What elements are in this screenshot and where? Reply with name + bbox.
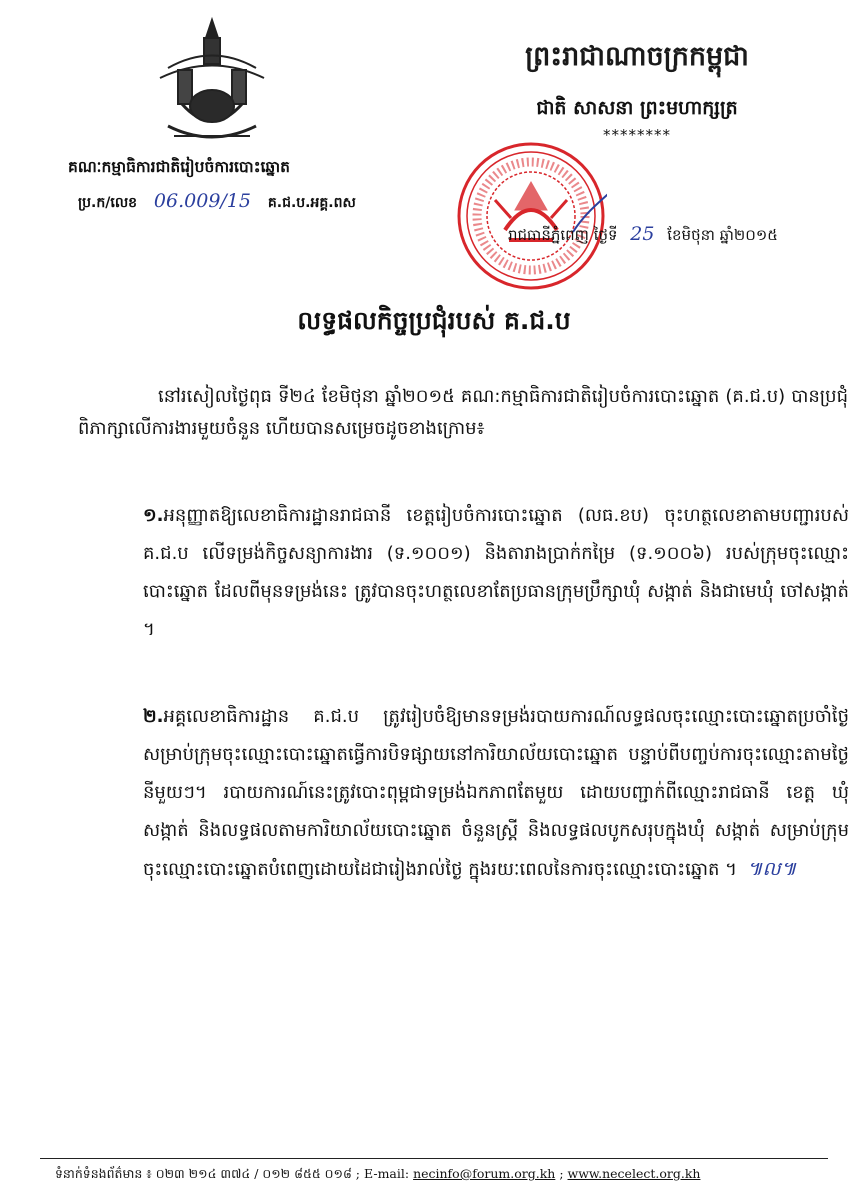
reference-prefix: ប្រ.ក/លេខ — [78, 195, 138, 211]
intro-paragraph: នៅរសៀលថ្ងៃពុធ ទី២៤ ខែមិថុនា ឆ្នាំ២០១៥ គណ:កម្មាធិការជាតិរៀបចំការបោះឆ្នោត (គ.ជ.ប) បានប្រជុំពិភាក្សាលើការងារមួយចំនួន ហើយបានសម្រេចដូចខាងក្រោម៖ — [78, 386, 848, 439]
date-month-year: ខែមិថុនា ឆ្នាំ២០១៥ — [667, 226, 778, 244]
footer-email-link[interactable]: necinfo@forum.org.kh — [413, 1166, 556, 1181]
footer-website-link[interactable]: www.necelect.org.kh — [567, 1166, 701, 1181]
date-line — [508, 223, 853, 248]
official-seal-stamp — [455, 140, 607, 292]
footer-separator: ; — [559, 1166, 564, 1181]
reference-suffix: គ.ជ.ប.អគ្គ.ពស — [267, 195, 356, 211]
item-number: ២. — [143, 706, 164, 727]
kingdom-title: ព្រះរាជាណាចក្រកម្ពុជា — [525, 41, 749, 72]
motto-separator: ******** — [603, 126, 671, 144]
nec-emblem-icon — [138, 8, 286, 156]
date-day: 25 — [630, 223, 655, 245]
footer-contact-phones: ទំនាក់ទំនងព័ត៌មាន ៖ ០២៣ ២១៤ ៣៧៤ / ០១២ ៨៥៥ ០១៨ ; — [55, 1166, 360, 1181]
item-text: អនុញ្ញាតឱ្យលេខាធិការដ្ឋានរាជធានី ខេត្តរៀបចំការបោះឆ្នោត (លធ.ខប) ចុះហត្ថលេខាតាមបញ្ជារបស់ គ.ជ.ប លើទម្រង់កិច្ចសន្យាការងារ (ទ.១០០១) និងតារាងប្រាក់កម្រៃ (ទ.១០០៦) របស់ក្រុមចុះឈ្មោះបោះឆ្នោត ដែលពីមុនទម្រង់នេះ ត្រូវបានចុះហត្ថលេខាតែប្រធានក្រុមប្រឹក្សាឃុំ សង្កាត់ និងជាមេឃុំ ចៅសង្កាត់ ។ — [143, 505, 849, 640]
reference-number: 06.009/15 — [153, 190, 251, 212]
national-motto: ជាតិ សាសនា ព្រះមហាក្សត្រ — [536, 97, 738, 119]
closing-mark: ៕ល៕ — [746, 858, 797, 880]
footer-divider — [40, 1158, 828, 1159]
organization-name: គណៈកម្មាធិការជាតិរៀបចំការបោះឆ្នោត — [68, 158, 291, 176]
document-title: លទ្ធផលកិច្ចប្រជុំរបស់ គ.ជ.ប — [297, 306, 571, 335]
reference-line — [78, 190, 418, 214]
item-number: ១. — [143, 505, 164, 526]
item-text: អគ្គលេខាធិការដ្ឋាន គ.ជ.ប ត្រូវរៀបចំឱ្យមានទម្រង់របាយការណ៍លទ្ធផលចុះឈ្មោះបោះឆ្នោតប្រចាំថ្ងៃ សម្រាប់ក្រុមចុះឈ្មោះបោះឆ្នោតធ្វើការបិទផ្សាយនៅការិយាល័យបោះឆ្នោត បន្ទាប់ពីបញ្ចប់ការចុះឈ្មោះតាមថ្ងៃនីមួយៗ។ របាយការណ៍នេះត្រូវបោះពុម្ពជាទម្រង់ឯកភាពតែមួយ ដោយបញ្ជាក់ពីឈ្មោះរាជធានី ខេត្ត ឃុំ សង្កាត់ និងលទ្ធផលតាមការិយាល័យបោះឆ្នោត ចំនួនស្ត្រី និងលទ្ធផលបូកសរុបក្នុងឃុំ សង្កាត់ សម្រាប់ក្រុមចុះឈ្មោះបោះឆ្នោតបំពេញដោយដៃជារៀងរាល់ថ្ងៃ ក្នុងរយៈពេលនៃការចុះឈ្មោះបោះឆ្នោត ។ — [143, 706, 849, 880]
decision-item-1 — [143, 497, 849, 649]
footer-email-label: E-mail: — [363, 1166, 410, 1181]
decision-item-2 — [143, 698, 849, 889]
date-place: រាជធានីភ្នំពេញ ថ្ងៃទី — [508, 226, 618, 244]
footer-contact — [55, 1166, 845, 1185]
